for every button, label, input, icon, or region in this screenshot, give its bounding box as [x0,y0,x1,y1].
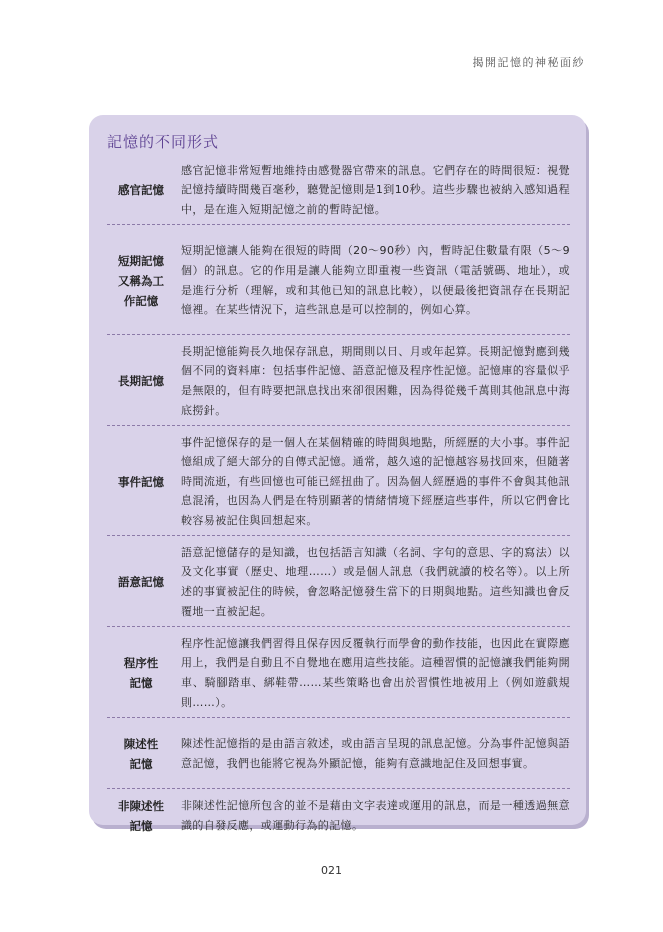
term-description: 非陳述性記憶所包含的並不是藉由文字表達或運用的訊息，而是一種透過無意識的自發反應，或運動行為的記憶。 [181,799,570,832]
term-description: 長期記憶能夠長久地保存訊息，期間則以日、月或年起算。長期記憶對應到幾個不同的資料庫：包括事件記憶、語意記憶及程序性記憶。記憶庫的容量似乎是無限的，但有時要把訊息找出來卻很困難，因為得從幾千萬則其他訊息中海底撈針。 [181,344,570,417]
term-description: 短期記憶讓人能夠在很短的時間（20～90秒）內，暫時記住數量有限（5～9個）的訊息。它的作用是讓人能夠立即重複一些資訊（電話號碼、地址），或是進行分析（理解，或和其他已知的訊息比較），以便最後把資訊存在長期記憶裡。在某些情況下，這些訊息是可以控制的，例如心算。 [181,244,570,317]
row-sensory-memory [107,160,570,225]
row-declarative-memory [107,724,570,789]
term-label: 事件記憶 [118,474,164,489]
term-label: 感官記憶 [118,183,164,197]
row-long-term-memory [107,341,570,426]
term-label: 陳述性記憶 [123,737,159,771]
term-label: 非陳述性記憶 [118,799,164,833]
term-description: 事件記憶保存的是一個人在某個精確的時間與地點，所經歷的大小事。事件記憶組成了絕大部分的自傳式記憶。通常，越久遠的記憶越容易找回來，但隨著時間流逝，有些回憶也可能已經扭曲了。因為個人經歷過的事件不會與其他訊息混淆，也因為人們是在特別顯著的情緒情境下經歷這些事件，所以它們會比較容易被記住與回想起來。 [181,435,570,527]
row-short-term-memory [107,231,570,335]
memory-types-card [89,115,586,833]
row-nondeclarative-memory [107,795,570,841]
card-title: 記憶的不同形式 [107,133,220,151]
term-description: 語意記憶儲存的是知識，也包括語言知識（名詞、字句的意思、字的寫法）以及文化事實（歷史、地理……）或是個人訊息（我們就讀的校名等）。以上所述的事實被記住的時候，會忽略記憶發生當下的日期與地點。這些知識也會反覆地一直被記起。 [181,545,570,618]
term-description: 程序性記憶讓我們習得且保存因反覆執行而學會的動作技能，也因此在實際應用上，我們是自動且不自覺地在應用這些技能。這種習慣的記憶讓我們能夠開車、騎腳踏車、綁鞋帶……某些策略也會出於習慣性地被用上（例如遊戲規則……）。 [181,636,570,709]
running-head: 揭開記憶的神秘面紗 [472,56,585,69]
term-label: 長期記憶 [118,374,164,388]
term-label: 短期記憶又稱為工作記憶 [118,253,164,308]
term-label: 語意記憶 [118,575,164,589]
row-episodic-memory [107,432,570,536]
term-label: 程序性記憶 [123,656,159,690]
row-procedural-memory [107,633,570,718]
row-semantic-memory [107,542,570,627]
term-description: 陳述性記憶指的是由語言敘述，或由語言呈現的訊息記憶。分為事件記憶與語意記憶，我們也能將它視為外顯記憶，能夠有意識地記住及回想事實。 [181,737,570,770]
page-number: 021 [321,864,342,877]
term-description: 感官記憶非常短暫地維持由感覺器官帶來的訊息。它們存在的時間很短：視覺記憶持續時間幾百毫秒，聽覺記憶則是1到10秒。這些步驟也被納入感知過程中，是在進入短期記憶之前的暫時記憶。 [181,163,570,216]
